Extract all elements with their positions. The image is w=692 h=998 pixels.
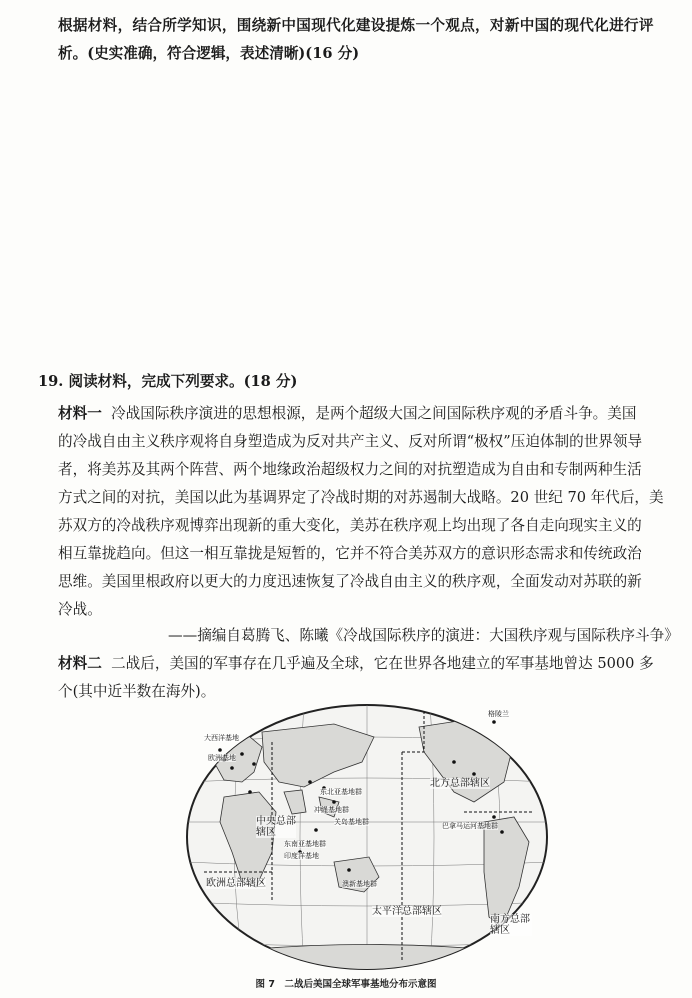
material2-text-1: 二战后，美国的军事存在几乎遍及全球，它在世界各地建立的军事基地曾达 5000 多	[111, 655, 654, 672]
material1-line-6: 相互靠拢趋向。但这一相互靠拢是短暂的，它并不符合美苏双方的意识形态需求和传统政治	[58, 545, 642, 562]
material1-label: 材料一	[58, 405, 102, 422]
material1-source: ——摘编自葛腾飞、陈曦《冷战国际秩序的演进：大国秩序观与国际秩序斗争》	[168, 627, 679, 644]
map-label-indian-ocean: 印度洋基地	[284, 852, 319, 860]
map-label-guam: 关岛基地群	[334, 818, 369, 826]
material1-line-4: 方式之间的对抗，美国以此为基调界定了冷战时期的对苏遏制大战略。20 世纪 70 年代后，美	[58, 489, 664, 506]
map-label-european-command: 欧洲总部辖区	[206, 878, 266, 889]
material1-line-8: 冷战。	[58, 601, 102, 618]
material2-line-1	[58, 654, 654, 674]
map-label-southern-command: 南方总部辖区	[490, 914, 530, 936]
answer-space	[58, 90, 658, 350]
material2-label: 材料二	[58, 655, 102, 672]
map-label-pacific-command: 太平洋总部辖区	[372, 906, 442, 917]
map-label-northern-command: 北方总部辖区	[430, 778, 490, 789]
material1-line-3: 者，将美苏及其两个阵营、两个地缘政治超级权力之间的对抗塑造成为自由和专制两种生活	[58, 461, 642, 478]
q18-text-line-2: 析。(史实准确，符合逻辑，表述清晰)(16 分)	[58, 45, 360, 62]
material1-line-1	[58, 404, 636, 424]
material1-line-7: 思维。美国里根政府以更大的力度迅速恢复了冷战自由主义的秩序观，全面发动对苏联的新	[58, 573, 642, 590]
material1-line-2: 的冷战自由主义秩序观将自身塑造成为反对共产主义、反对所谓“极权”压迫体制的世界领导	[58, 433, 643, 450]
map-label-greenland: 格陵兰	[488, 710, 509, 718]
map-label-panama: 巴拿马运河基地群	[442, 822, 498, 830]
q18-text-line-1: 根据材料，结合所学知识，围绕新中国现代化建设提炼一个观点，对新中国的现代化进行评	[58, 17, 654, 34]
map-label-southeast-asia: 东南亚基地群	[284, 840, 326, 848]
map-caption: 图 7 二战后美国全球军事基地分布示意图	[255, 979, 437, 990]
material1-text-1: 冷战国际秩序演进的思想根源，是两个超级大国之间国际秩序观的矛盾斗争。美国	[111, 405, 637, 422]
material2-line-2: 个(其中近半数在海外)。	[58, 683, 216, 700]
map-label-australia: 澳新基地群	[342, 880, 377, 888]
q19-header: 19. 阅读材料，完成下列要求。(18 分)	[38, 373, 298, 390]
material1-line-5: 苏双方的冷战秩序观博弈出现新的重大变化，美苏在秩序观上均出现了各自走向现实主义的	[58, 517, 642, 534]
map-label-ryukyu: 冲绳基地群	[314, 806, 349, 814]
map-label-europe-base: 欧洲基地	[208, 754, 236, 762]
map-label-atlantic-base: 大西洋基地	[204, 734, 239, 742]
map-label-northeast-asia: 东北亚基地群	[320, 788, 362, 796]
map-label-central-command: 中央总部辖区	[256, 816, 296, 838]
world-map	[184, 702, 550, 972]
